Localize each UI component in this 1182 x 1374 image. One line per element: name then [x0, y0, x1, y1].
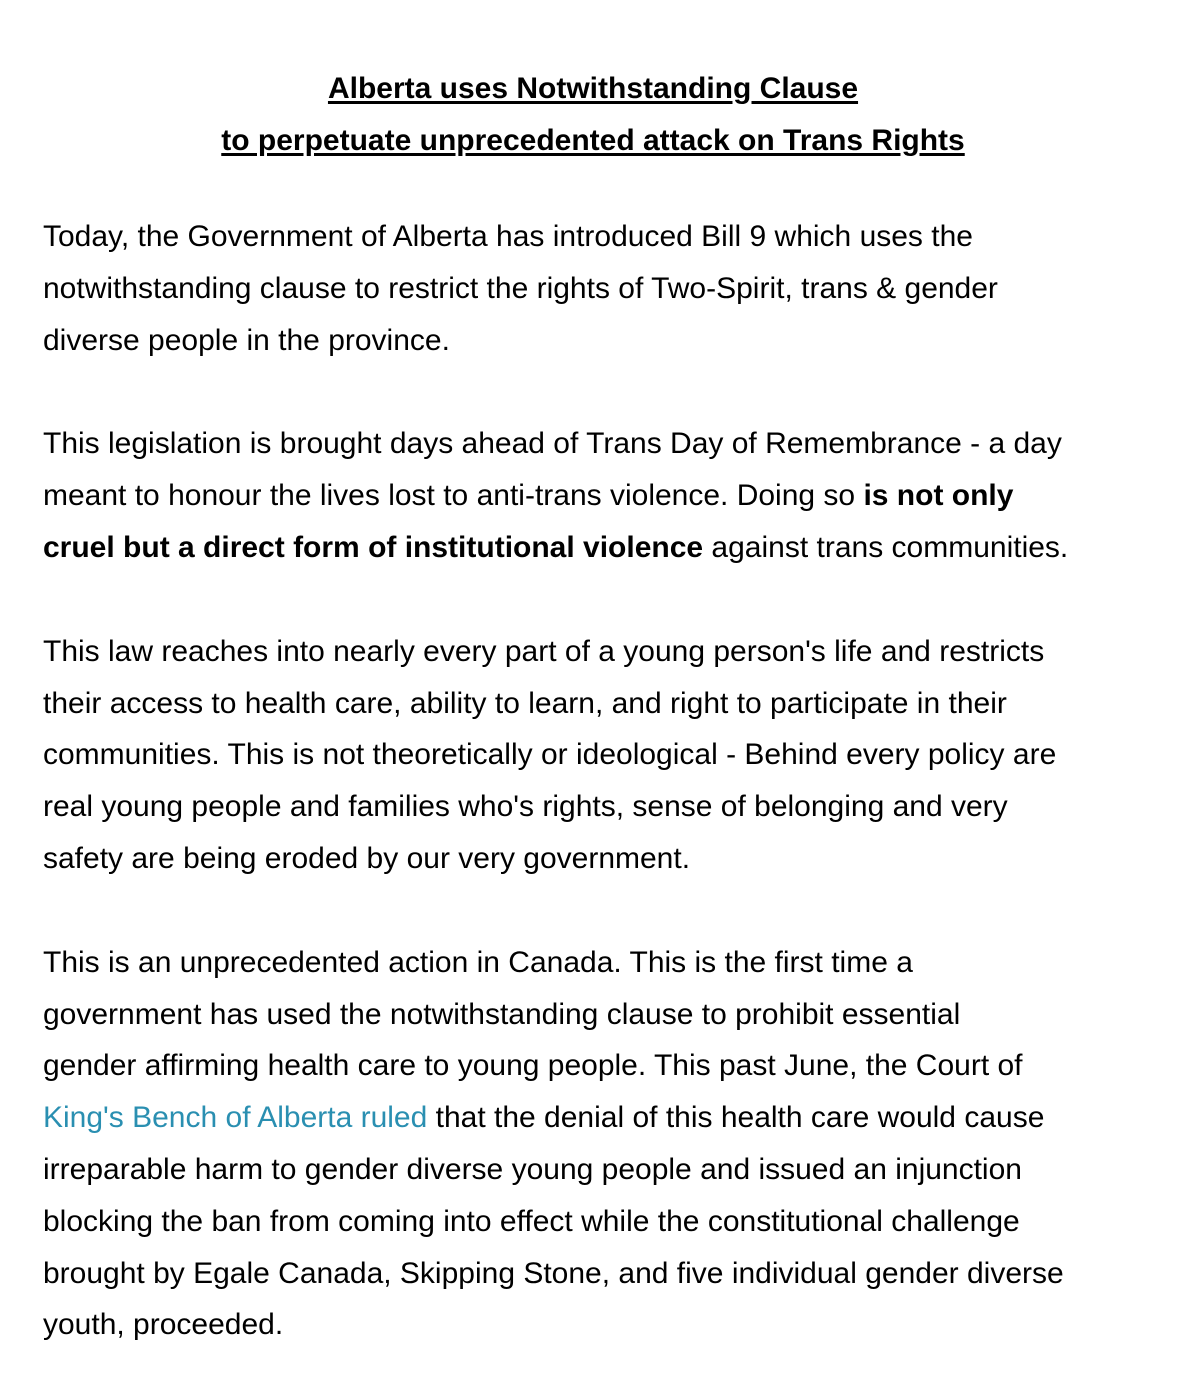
headline-line-2: to perpetuate unprecedented attack on Trans Rights	[221, 124, 965, 157]
headline	[43, 63, 1143, 167]
text-line: gender affirming health care to young people. This past June, the Court of	[43, 1049, 1023, 1083]
text-segment: meant to honour the lives lost to anti-trans violence. Doing so	[43, 479, 864, 513]
text-line: government has used the notwithstanding clause to prohibit essential	[43, 997, 961, 1031]
text-line: notwithstanding clause to restrict the rights of Two-Spirit, trans & gender	[43, 271, 998, 305]
paragraph-impact	[43, 626, 1182, 885]
text-line: youth, proceeded.	[43, 1308, 284, 1342]
text-line: their access to health care, ability to learn, and right to participate in their	[43, 686, 1007, 720]
headline-line-1: Alberta uses Notwithstanding Clause	[327, 72, 859, 105]
text-line: blocking the ban from coming into effect while the constitutional challenge	[43, 1204, 1020, 1238]
emphasis-text: is not only	[863, 479, 1014, 513]
text-segment: against trans communities.	[703, 530, 1069, 564]
text-line	[43, 522, 1182, 574]
emphasis-text: cruel but a direct form of institutional violence	[43, 530, 704, 564]
paragraph-remembrance	[43, 418, 1182, 573]
text-line	[43, 470, 1182, 522]
text-line: diverse people in the province.	[43, 323, 450, 357]
text-line: irreparable harm to gender diverse young people and issued an injunction	[43, 1152, 1022, 1186]
text-segment: that the denial of this health care would cause	[427, 1101, 1045, 1135]
text-line: This law reaches into nearly every part of a young person's life and restricts	[43, 634, 1045, 668]
text-line: communities. This is not theoretically or ideological - Behind every policy are	[43, 738, 1057, 772]
court-ruling-link[interactable]: King's Bench of Alberta ruled	[43, 1101, 428, 1135]
text-line: safety are being eroded by our very government.	[43, 841, 691, 875]
text-line: Today, the Government of Alberta has introduced Bill 9 which uses the	[43, 220, 973, 253]
paragraph-bill-9	[43, 211, 1182, 366]
paragraph-unprecedented	[43, 937, 1182, 1351]
text-line: This legislation is brought days ahead of Trans Day of Remembrance - a day	[43, 427, 1062, 461]
text-line: brought by Egale Canada, Skipping Stone, and five individual gender diverse	[43, 1256, 1064, 1290]
text-line: real young people and families who's rights, sense of belonging and very	[43, 790, 1008, 824]
text-line: This is an unprecedented action in Canada. This is the first time a	[43, 945, 913, 979]
text-line	[43, 1092, 1182, 1144]
